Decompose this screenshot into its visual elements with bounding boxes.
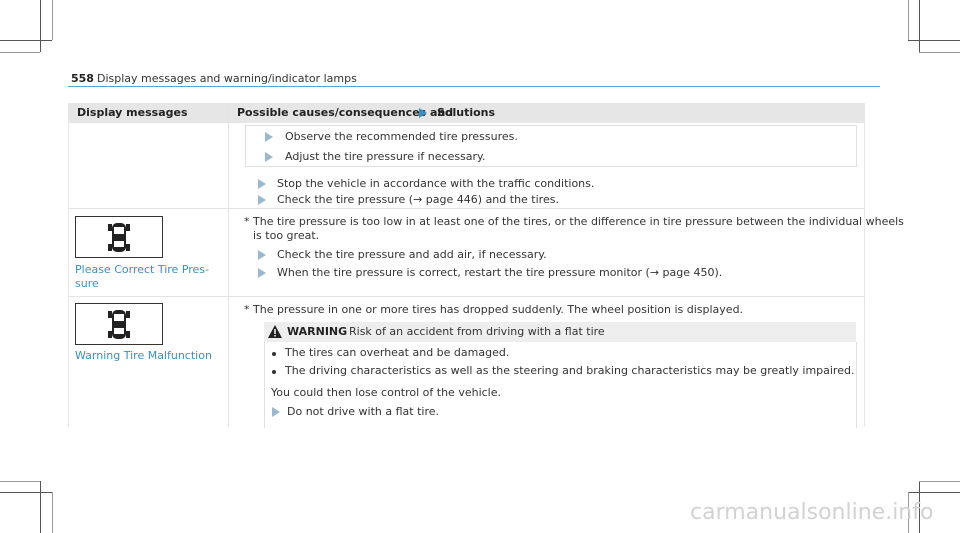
crop-mark: [40, 0, 41, 52]
bullet-text: The driving characteristics as well as the steering and braking characteristics may be greatly impaired.: [285, 364, 855, 377]
page-number: 558: [71, 72, 94, 85]
crop-mark: [0, 52, 40, 53]
crop-mark: [52, 0, 53, 40]
cause-text: * The pressure in one or more tires has dropped suddenly. The wheel position is displayed.: [244, 303, 744, 316]
cause-text: * The tire pressure is too low in at least one of the tires, or the difference in tire pressure between the individual wheels: [244, 215, 904, 228]
crop-mark: [919, 0, 920, 52]
crop-mark: [919, 481, 960, 482]
step-text: Stop the vehicle in accordance with the traffic conditions.: [277, 177, 595, 190]
cause-text: is too great.: [253, 229, 320, 242]
column-header-solutions: Solutions: [437, 106, 496, 119]
arrow-icon: [265, 132, 273, 142]
crop-mark: [908, 40, 960, 41]
column-header-display-messages: Display messages: [77, 106, 188, 119]
crop-mark: [52, 492, 53, 533]
page-title: Display messages and warning/indicator lamps: [97, 72, 357, 85]
bullet-icon: [272, 352, 276, 356]
crop-mark: [919, 52, 960, 53]
warning-icon: [268, 325, 282, 338]
crop-mark: [908, 492, 960, 493]
display-message: Warning Tire Malfunction: [75, 349, 212, 362]
display-message: Please Correct Tire Pres-: [75, 263, 210, 276]
arrow-icon: [272, 407, 280, 417]
arrow-icon: [258, 250, 266, 260]
warning-text: Risk of an accident from driving with a flat tire: [349, 325, 605, 338]
tire-malfunction-icon: [75, 303, 163, 345]
warning-label: WARNING: [287, 325, 348, 338]
table-border: [864, 103, 865, 427]
step-text: Observe the recommended tire pressures.: [285, 130, 518, 143]
bullet-text: The tires can overheat and be damaged.: [285, 346, 510, 359]
column-header-causes: Possible causes/consequences and: [237, 106, 454, 119]
arrow-icon: [265, 152, 273, 162]
step-text: Check the tire pressure and add air, if necessary.: [277, 248, 547, 261]
row-divider: [68, 208, 865, 209]
arrow-icon: [419, 108, 427, 118]
arrow-icon: [258, 195, 266, 205]
step-text: Check the tire pressure (→ page 446) and the tires.: [277, 193, 559, 206]
display-message: sure: [75, 277, 99, 290]
bullet-icon: [272, 370, 276, 374]
column-divider: [228, 103, 229, 427]
crop-mark: [0, 481, 40, 482]
row-divider: [68, 296, 865, 297]
watermark: carmanualsonline.info: [690, 500, 934, 525]
arrow-icon: [258, 179, 266, 189]
tire-pressure-icon: [75, 216, 163, 258]
step-text: When the tire pressure is correct, restart the tire pressure monitor (→ page 450).: [277, 266, 723, 279]
arrow-icon: [258, 268, 266, 278]
crop-mark: [908, 0, 909, 40]
step-text: Do not drive with a flat tire.: [287, 405, 440, 418]
crop-mark: [0, 40, 52, 41]
crop-mark: [40, 481, 41, 533]
table-border: [68, 103, 69, 427]
step-text: Adjust the tire pressure if necessary.: [285, 150, 486, 163]
note-text: You could then lose control of the vehicle.: [271, 386, 501, 399]
crop-mark: [0, 492, 52, 493]
header-rule: [68, 86, 880, 87]
